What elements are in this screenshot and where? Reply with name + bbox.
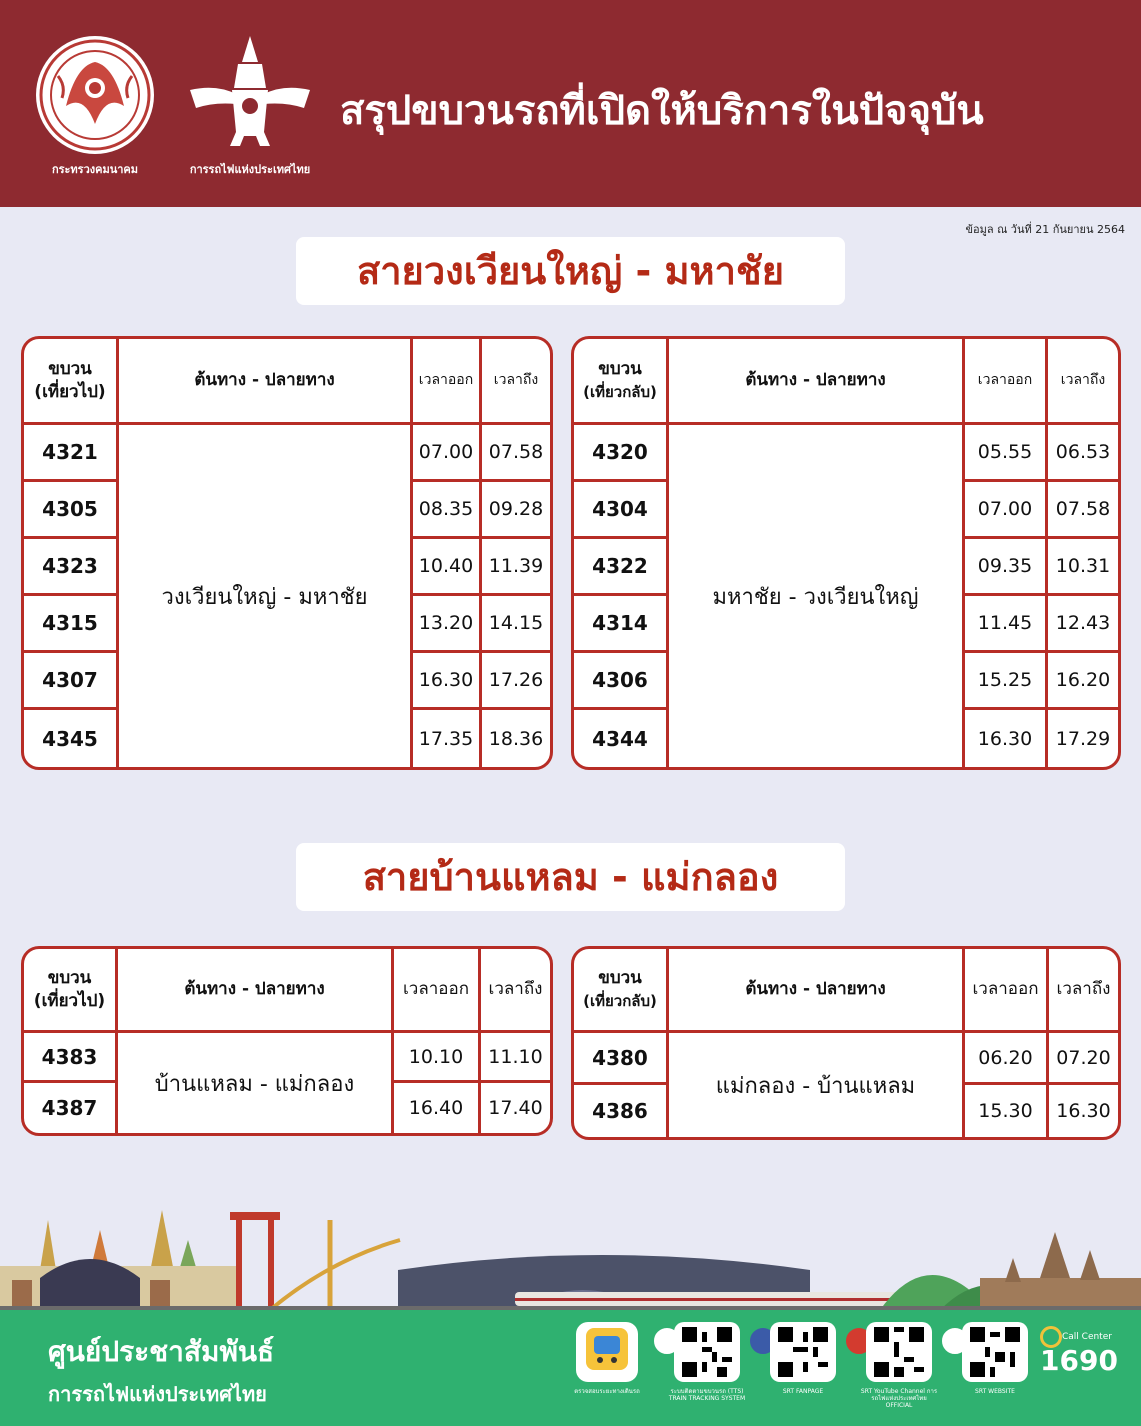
depart-time: 09.35 xyxy=(965,539,1048,596)
train-number: 4307 xyxy=(24,653,119,710)
timetable-wongwianyai-outbound xyxy=(21,336,553,770)
arrive-time: 16.30 xyxy=(1056,1100,1111,1122)
city-skyline-illustration xyxy=(0,1200,1141,1312)
route-name: วงเวียนใหญ่ - มหาชัย xyxy=(119,425,413,767)
train-number: 4320 xyxy=(574,425,669,482)
ministry-of-transport-logo xyxy=(36,36,154,154)
arrive-time: 09.28 xyxy=(482,482,550,539)
header-depart: เวลาออก xyxy=(965,339,1048,425)
header-train-outbound: ขบวน (เที่ยวไป) xyxy=(24,949,118,1033)
website-qr-code[interactable] xyxy=(962,1322,1028,1382)
train-number: 4380 xyxy=(574,1033,669,1085)
header-train-outbound: ขบวน (เที่ยวไป) xyxy=(24,339,119,425)
header-arrive: เวลาถึง xyxy=(481,949,550,1033)
depart-time: 10.40 xyxy=(413,539,482,596)
depart-time: 13.20 xyxy=(413,596,482,653)
header-depart: เวลาออก xyxy=(413,339,482,425)
tts-caption: ระบบติดตามขบวนรถ (TTS) TRAIN TRACKING SYSTEM xyxy=(668,1388,746,1403)
header-arrive: เวลาถึง xyxy=(1049,949,1118,1033)
header-train-inbound: ขบวน (เที่ยวกลับ) xyxy=(574,339,669,425)
website-caption: SRT WEBSITE xyxy=(975,1388,1015,1395)
train-number: 4306 xyxy=(574,653,669,710)
data-date: ข้อมูล ณ วันที่ 21 กันยายน 2564 xyxy=(965,223,1125,236)
train-number: 4386 xyxy=(574,1085,669,1137)
srt-logo xyxy=(186,32,314,150)
footer-subtitle: การรถไฟแห่งประเทศไทย xyxy=(48,1382,267,1406)
route-name: มหาชัย - วงเวียนใหญ่ xyxy=(669,425,965,767)
section-title-wongwianyai-mahachai: สายวงเวียนใหญ่ - มหาชัย xyxy=(296,237,845,305)
section-title-banlaem-maeklong: สายบ้านแหลม - แม่กลอง xyxy=(296,843,845,911)
train-number: 4345 xyxy=(24,710,119,767)
depart-time: 08.35 xyxy=(413,482,482,539)
youtube-qr-code[interactable] xyxy=(866,1322,932,1382)
depart-time: 07.00 xyxy=(413,425,482,482)
fanpage-caption: SRT FANPAGE xyxy=(782,1388,824,1395)
arrive-time: 17.26 xyxy=(482,653,550,710)
route-name: แม่กลอง - บ้านแหลม xyxy=(669,1033,965,1137)
header-route: ต้นทาง - ปลายทาง xyxy=(119,339,413,425)
header-route: ต้นทาง - ปลายทาง xyxy=(669,339,965,425)
arrive-time: 07.20 xyxy=(1049,1033,1118,1085)
timetable-banlaem-inbound xyxy=(571,946,1121,1140)
srt-logo-caption: การรถไฟแห่งประเทศไทย xyxy=(189,163,311,176)
route-name: บ้านแหลม - แม่กลอง xyxy=(118,1033,394,1133)
header-depart: เวลาออก xyxy=(394,949,481,1033)
youtube-caption: SRT YouTube Channel การรถไฟแห่งประเทศไทย OFFICIAL xyxy=(860,1388,938,1410)
depart-time: 11.45 xyxy=(965,596,1048,653)
arrive-time: 11.10 xyxy=(481,1033,550,1083)
arrive-time: 10.31 xyxy=(1048,539,1118,596)
arrive-time: 17.29 xyxy=(1055,727,1111,750)
header-depart: เวลาออก xyxy=(965,949,1049,1033)
page-title: สรุปขบวนรถที่เปิดให้บริการในปัจจุบัน xyxy=(340,88,984,134)
header-route: ต้นทาง - ปลายทาง xyxy=(118,949,394,1033)
timetable-banlaem-outbound xyxy=(21,946,553,1136)
train-app-caption: ตรวจสอบระยะทางเดินรถ xyxy=(574,1388,640,1395)
depart-time: 16.30 xyxy=(413,653,482,710)
arrive-time: 06.53 xyxy=(1048,425,1118,482)
arrive-time: 11.39 xyxy=(482,539,550,596)
train-app-icon[interactable] xyxy=(576,1322,638,1382)
depart-time: 10.10 xyxy=(394,1033,481,1083)
footer-title: ศูนย์ประชาสัมพันธ์ xyxy=(48,1335,275,1368)
depart-time: 15.30 xyxy=(965,1085,1049,1137)
depart-time: 06.20 xyxy=(965,1033,1049,1085)
call-center-number[interactable]: 1690 xyxy=(1040,1344,1118,1377)
train-number: 4387 xyxy=(24,1083,118,1133)
train-number: 4321 xyxy=(24,425,119,482)
train-number: 4322 xyxy=(574,539,669,596)
train-number: 4344 xyxy=(574,710,669,767)
header-arrive: เวลาถึง xyxy=(1048,339,1118,425)
header-route: ต้นทาง - ปลายทาง xyxy=(669,949,965,1033)
train-number: 4304 xyxy=(574,482,669,539)
depart-time: 17.35 xyxy=(413,710,482,767)
train-number: 4315 xyxy=(24,596,119,653)
arrive-time: 17.40 xyxy=(488,1097,543,1119)
arrive-time: 07.58 xyxy=(482,425,550,482)
depart-time: 16.40 xyxy=(394,1083,481,1133)
ministry-logo-caption: กระทรวงคมนาคม xyxy=(51,163,139,176)
arrive-time: 16.20 xyxy=(1048,653,1118,710)
timetable-wongwianyai-inbound xyxy=(571,336,1121,770)
depart-time: 05.55 xyxy=(965,425,1048,482)
tts-qr-code[interactable] xyxy=(674,1322,740,1382)
arrive-time: 12.43 xyxy=(1048,596,1118,653)
arrive-time: 14.15 xyxy=(482,596,550,653)
depart-time: 16.30 xyxy=(965,710,1048,767)
depart-time: 15.25 xyxy=(965,653,1048,710)
train-number: 4314 xyxy=(574,596,669,653)
train-number: 4305 xyxy=(24,482,119,539)
arrive-time: 07.58 xyxy=(1048,482,1118,539)
header-arrive: เวลาถึง xyxy=(482,339,550,425)
header-train-inbound: ขบวน (เที่ยวกลับ) xyxy=(574,949,669,1033)
call-center-label: Call Center xyxy=(1062,1332,1112,1342)
fanpage-qr-code[interactable] xyxy=(770,1322,836,1382)
train-number: 4323 xyxy=(24,539,119,596)
train-number: 4383 xyxy=(24,1033,118,1083)
arrive-time: 18.36 xyxy=(488,727,544,750)
depart-time: 07.00 xyxy=(965,482,1048,539)
